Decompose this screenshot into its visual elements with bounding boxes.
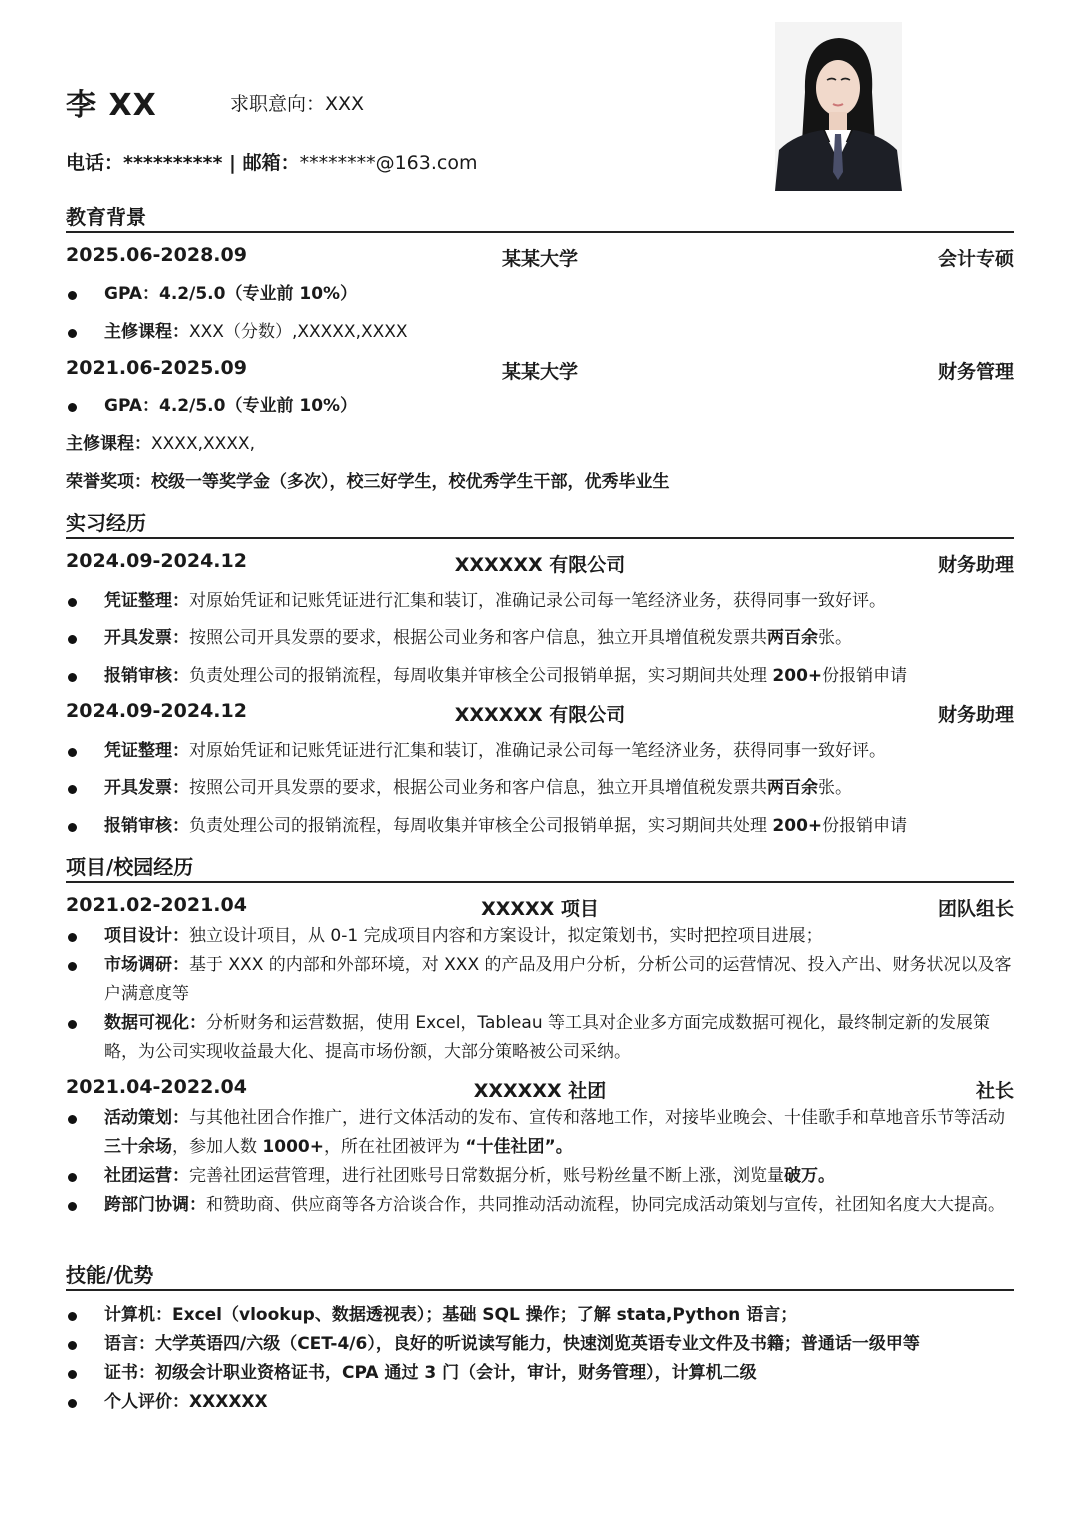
item-text: 完善社团运营管理，进行社团账号日常数据分析，账号粉丝量不断上涨，浏览量 <box>189 1166 784 1186</box>
bullet-icon <box>68 1312 77 1321</box>
item-label: 开具发票： <box>104 628 189 648</box>
list-item <box>66 1359 1014 1388</box>
item-mid: ，参加人数 <box>172 1137 263 1157</box>
entry-date: 2024.09-2024.12 <box>66 700 247 722</box>
list-item <box>66 812 1014 841</box>
list-item <box>66 922 1014 951</box>
bullet-icon <box>68 1341 77 1350</box>
item-text: 独立设计项目，从 0-1 完成项目内容和方案设计，拟定策划书，实时把控项目进展； <box>189 926 823 946</box>
section-projects <box>66 853 1014 883</box>
club-entry-header <box>66 1076 1014 1104</box>
education-entry-header <box>66 357 1014 385</box>
entry-date: 2021.06-2025.09 <box>66 357 247 379</box>
skill-text: 计算机：Excel（vlookup、数据透视表）；基础 SQL 操作；了解 stata,Python 语言； <box>104 1305 798 1325</box>
entry-major: 会计专硕 <box>937 248 1014 270</box>
entry-project: XXXXX 项目 <box>481 898 599 920</box>
entry-date: 2021.04-2022.04 <box>66 1076 247 1098</box>
item-tail: 份报销申请 <box>822 816 908 836</box>
list-item <box>66 774 1014 803</box>
bullet-icon <box>68 933 77 942</box>
list-item <box>66 1009 1014 1067</box>
bullet-icon <box>68 1370 77 1379</box>
item-text: 按照公司开具发票的要求，根据公司业务和客户信息，独立开具增值税发票共 <box>189 778 767 798</box>
list-item <box>66 1191 1014 1220</box>
section-skills <box>66 1261 1014 1291</box>
bullet-icon <box>68 635 77 644</box>
item-mid: ，所在社团被评为 <box>323 1137 466 1157</box>
entry-club: XXXXXX 社团 <box>473 1080 607 1102</box>
entry-date: 2021.02-2021.04 <box>66 894 247 916</box>
email-label: 邮箱： <box>242 152 300 174</box>
entry-school: 某某大学 <box>501 248 578 270</box>
email-value: ********@163.com <box>299 152 478 174</box>
entry-role: 社长 <box>975 1080 1014 1102</box>
item-text: 校级一等奖学金（多次），校三好学生，校优秀学生干部，优秀毕业生 <box>151 472 670 492</box>
item-text: 对原始凭证和记账凭证进行汇集和装订，准确记录公司每一笔经济业务，获得同事一致好评。 <box>189 591 886 611</box>
list-item <box>66 280 1014 309</box>
entry-company: XXXXXX 有限公司 <box>454 554 626 576</box>
item-text: 对原始凭证和记账凭证进行汇集和装订，准确记录公司每一笔经济业务，获得同事一致好评。 <box>189 741 886 761</box>
item-text: XXX（分数）,XXXXX,XXXX <box>189 322 408 342</box>
item-highlight: “十佳社团”。 <box>465 1137 573 1157</box>
item-highlight: 破万。 <box>784 1166 835 1186</box>
item-text: 负责处理公司的报销流程，每周收集并审核全公司报销单据，实习期间共处理 <box>189 816 773 836</box>
bullet-icon <box>68 1020 77 1029</box>
list-item <box>66 737 1014 766</box>
entry-role: 财务助理 <box>937 704 1014 726</box>
bullet-icon <box>68 785 77 794</box>
section-internship <box>66 509 1014 539</box>
entry-role: 财务助理 <box>937 554 1014 576</box>
job-intent-label: 求职意向： <box>230 93 326 115</box>
entry-date: 2025.06-2028.09 <box>66 244 247 266</box>
item-text: 负责处理公司的报销流程，每周收集并审核全公司报销单据，实习期间共处理 <box>189 666 773 686</box>
list-item <box>66 1162 1014 1191</box>
list-item <box>66 1301 1014 1330</box>
item-text: 基于 XXX 的内部和外部环境，对 XXX 的产品及用户分析，分析公司的运营情况、投入产出、财务状况以及客户满意度等 <box>104 955 1012 1004</box>
item-tail: 份报销申请 <box>822 666 908 686</box>
internship-entry-header <box>66 550 1014 578</box>
item-highlight: 200+ <box>772 816 823 836</box>
item-highlight: 200+ <box>772 666 823 686</box>
item-text: 4.2/5.0（专业前 10%） <box>159 396 358 416</box>
item-label: GPA： <box>104 396 160 416</box>
candidate-name: 李 XX <box>66 88 157 123</box>
list-item <box>66 1330 1014 1359</box>
item-text: XXXX,XXXX, <box>151 434 255 454</box>
bullet-icon <box>68 329 77 338</box>
entry-company: XXXXXX 有限公司 <box>454 704 626 726</box>
item-label: GPA： <box>104 284 160 304</box>
skill-text: 个人评价：XXXXXX <box>104 1392 268 1412</box>
entry-date: 2024.09-2024.12 <box>66 550 247 572</box>
section-education <box>66 203 1014 233</box>
item-label: 主修课程： <box>104 322 189 342</box>
item-text: 与其他社团合作推广，进行文体活动的发布、宣传和落地工作，对接毕业晚会、十佳歌手和草地音乐节等活动 <box>189 1108 1005 1128</box>
item-label: 社团运营： <box>104 1166 189 1186</box>
item-label: 数据可视化： <box>104 1013 206 1033</box>
list-item <box>66 662 1014 691</box>
item-label: 报销审核： <box>104 666 189 686</box>
entry-major: 财务管理 <box>937 361 1014 383</box>
list-item <box>66 624 1014 653</box>
courses-line <box>66 430 1014 459</box>
list-item <box>66 318 1014 347</box>
bullet-icon <box>68 1399 77 1408</box>
project-entry-header <box>66 894 1014 922</box>
bullet-icon <box>68 823 77 832</box>
bullet-icon <box>68 1202 77 1211</box>
item-text: 和赞助商、供应商等各方洽谈合作，共同推动活动流程，协同完成活动策划与宣传，社团知名度大大提高。 <box>206 1195 1005 1215</box>
list-item <box>66 951 1014 1009</box>
bullet-icon <box>68 673 77 682</box>
item-label: 凭证整理： <box>104 741 189 761</box>
item-label: 项目设计： <box>104 926 189 946</box>
job-intent-value: XXX <box>325 93 365 115</box>
phone-label: 电话： <box>66 152 124 174</box>
item-label: 活动策划： <box>104 1108 189 1128</box>
list-item <box>66 587 1014 616</box>
list-item <box>66 1104 1014 1162</box>
item-label: 开具发票： <box>104 778 189 798</box>
item-label: 荣誉奖项： <box>66 472 151 492</box>
item-highlight: 两百余 <box>767 778 818 798</box>
item-text: 按照公司开具发票的要求，根据公司业务和客户信息，独立开具增值税发票共 <box>189 628 767 648</box>
job-intent <box>230 89 364 116</box>
section-title: 技能/优势 <box>66 1263 154 1287</box>
item-tail: 张。 <box>818 628 852 648</box>
section-title: 实习经历 <box>66 511 146 535</box>
contact-separator: | <box>222 152 243 174</box>
section-title: 项目/校园经历 <box>66 855 194 879</box>
entry-role: 团队组长 <box>937 898 1014 920</box>
item-highlight: 两百余 <box>767 628 818 648</box>
section-title: 教育背景 <box>66 205 146 229</box>
bullet-icon <box>68 1115 77 1124</box>
bullet-icon <box>68 598 77 607</box>
bullet-icon <box>68 962 77 971</box>
item-highlight: 1000+ <box>262 1137 324 1157</box>
bullet-icon <box>68 291 77 300</box>
honors-line <box>66 468 1014 497</box>
skill-text: 证书：初级会计职业资格证书，CPA 通过 3 门（会计，审计，财务管理），计算机二级 <box>104 1363 757 1383</box>
item-text: 分析财务和运营数据，使用 Excel，Tableau 等工具对企业多方面完成数据可视化，最终制定新的发展策略，为公司实现收益最大化、提高市场份额，大部分策略被公司采纳。 <box>104 1013 990 1062</box>
item-text: 4.2/5.0（专业前 10%） <box>159 284 358 304</box>
item-label: 凭证整理： <box>104 591 189 611</box>
education-entry-header <box>66 244 1014 272</box>
phone-value: ********** <box>123 152 223 174</box>
internship-entry-header <box>66 700 1014 728</box>
bullet-icon <box>68 748 77 757</box>
list-item <box>66 1388 1014 1417</box>
item-label: 主修课程： <box>66 434 151 454</box>
contact-line <box>66 148 477 175</box>
bullet-icon <box>68 1173 77 1182</box>
list-item <box>66 392 1014 421</box>
item-highlight: 三十余场 <box>104 1137 172 1157</box>
item-tail: 张。 <box>818 778 852 798</box>
bullet-icon <box>68 403 77 412</box>
profile-photo <box>775 22 902 191</box>
skill-text: 语言：大学英语四/六级（CET-4/6），良好的听说读写能力，快速浏览英语专业文件及书籍；普通话一级甲等 <box>104 1334 920 1354</box>
item-label: 报销审核： <box>104 816 189 836</box>
entry-school: 某某大学 <box>501 361 578 383</box>
item-label: 跨部门协调： <box>104 1195 206 1215</box>
item-label: 市场调研： <box>104 955 189 975</box>
